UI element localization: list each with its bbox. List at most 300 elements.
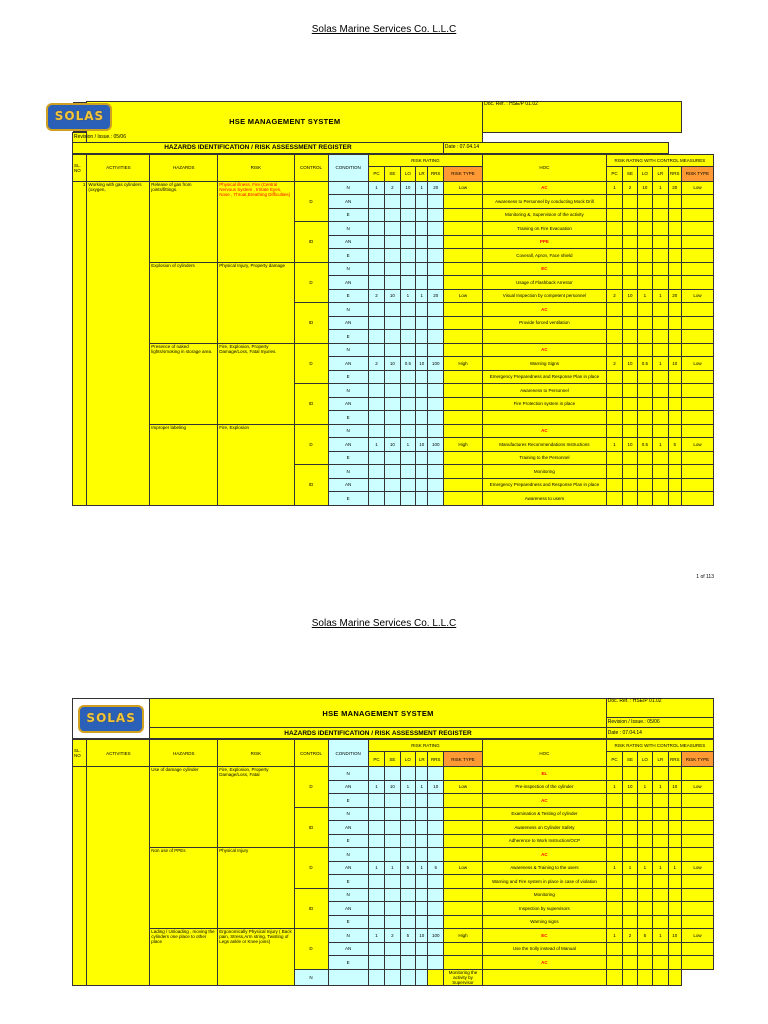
cell-control-cpc [606, 343, 622, 357]
cell-hoc: Warning and Fire system in place in case of violation [483, 875, 607, 889]
cell-risk-type [443, 915, 482, 929]
col-pc: PC [368, 166, 384, 181]
cell-control-crrs [668, 397, 681, 411]
cell-lr [416, 262, 428, 276]
cell-control-clo: 0.5 [637, 438, 652, 452]
cell-lo [385, 969, 400, 985]
cell-pc [368, 834, 384, 848]
cell-hoc: EC [483, 262, 607, 276]
col-activities: ACTIVITIES [87, 154, 150, 181]
cell-activity [87, 767, 150, 986]
cell-control-clr: 1 [653, 780, 668, 794]
cell-risk-type [443, 767, 482, 781]
cell-condition: E [328, 370, 368, 384]
cell-control-cpc [606, 915, 622, 929]
cell-condition: E [328, 249, 368, 263]
cell-control-clr [653, 875, 668, 889]
cell-control-cse [623, 262, 637, 276]
cell-control-clo: 0.5 [637, 357, 652, 371]
cell-control-cse [623, 821, 637, 835]
cell-risk-type [443, 807, 482, 821]
cell-control-risk-type [681, 875, 713, 889]
solas-logo-icon: SOLAS [46, 103, 112, 131]
cell-hoc: Training on Fire Evacuation [483, 222, 607, 236]
cell-risk-type [443, 235, 482, 249]
cell-hoc: Manufactures Recommendations Instructions [483, 438, 607, 452]
cell-condition: AN [328, 861, 368, 875]
cell-lo: 1 [400, 780, 415, 794]
cell-lo [400, 276, 415, 290]
cell-lo [400, 956, 415, 970]
cell-control-risk-type [668, 969, 681, 985]
cell-condition: AN [328, 438, 368, 452]
cell-se [385, 794, 400, 808]
cell-condition: N [294, 969, 328, 985]
cell-condition: N [328, 384, 368, 398]
cell-lr [416, 492, 428, 506]
cell-lo [400, 370, 415, 384]
cell-risk-type: High [443, 438, 482, 452]
cell-risk-type [443, 370, 482, 384]
logo [54, 102, 105, 132]
col-risk-rating-control: RISK RATING WITH CONTROL MEASURES [606, 740, 713, 752]
cell-lo [400, 492, 415, 506]
cell-hazard: Use of damage cylinder [150, 767, 218, 848]
cell-hoc: Provide forced ventilation [483, 316, 607, 330]
cell-lr [416, 942, 428, 956]
col-c-lo: LO [637, 752, 652, 767]
cell-condition: E [328, 330, 368, 344]
cell-se [385, 767, 400, 781]
cell-control-cpc [606, 195, 622, 209]
col-c-pc: PC [606, 166, 622, 181]
table-row [73, 929, 714, 943]
cell-lo [400, 451, 415, 465]
cell-risk: Physical Injury [218, 848, 294, 929]
cell-control: ID [294, 465, 328, 506]
cell-control-risk-type [681, 303, 713, 317]
cell-control-cse [623, 195, 637, 209]
cell-condition: N [328, 343, 368, 357]
cell-lo [400, 888, 415, 902]
cell-lo [400, 821, 415, 835]
col-c-lr: LR [653, 166, 668, 181]
cell-risk-type [443, 834, 482, 848]
cell-risk: Fire, Explosion, Property Damage/Loss, Fatal [218, 767, 294, 848]
cell-control-crrs [668, 343, 681, 357]
cell-rrs [428, 249, 443, 263]
cell-rrs [428, 807, 443, 821]
cell-control-crrs [668, 276, 681, 290]
cell-hoc: AC [483, 181, 607, 195]
col-lo: LO [400, 166, 415, 181]
col-control: CONTROL [294, 740, 328, 767]
cell-control-crrs [668, 235, 681, 249]
cell-control-clr [653, 316, 668, 330]
cell-se [385, 397, 400, 411]
cell-condition: N [328, 767, 368, 781]
cell-control-clr [653, 956, 668, 970]
cell-hoc: Emergency Preparedness and Response Plan in place [483, 370, 607, 384]
column-headers-2 [72, 739, 714, 986]
cell-control-clo [637, 956, 652, 970]
cell-control-crrs [653, 969, 668, 985]
cell-lr [416, 397, 428, 411]
cell-pc [368, 316, 384, 330]
cell-hoc: Awareness to Personnel [483, 384, 607, 398]
cell-risk-type [443, 942, 482, 956]
col-sl-no: SL. NO [73, 154, 87, 181]
cell-control-clo [637, 492, 652, 506]
cell-control-crrs [668, 902, 681, 916]
cell-control-risk-type: Low [681, 861, 713, 875]
cell-control-clo [637, 343, 652, 357]
cell-rrs: 5 [428, 861, 443, 875]
cell-control-crrs [668, 794, 681, 808]
cell-rrs: 100 [428, 929, 443, 943]
cell-se [385, 834, 400, 848]
revision-2: Revision / Issue.: 05/06 [606, 718, 713, 728]
cell-risk-type [443, 195, 482, 209]
cell-control-risk-type [681, 384, 713, 398]
cell-control-cse [623, 451, 637, 465]
cell-control-clo [637, 478, 652, 492]
cell-control-clr [653, 807, 668, 821]
cell-control-clo [637, 384, 652, 398]
cell-rrs [428, 915, 443, 929]
cell-control-clo: 5 [637, 929, 652, 943]
cell-control-risk-type [681, 195, 713, 209]
cell-control-clr [653, 235, 668, 249]
cell-control-cpc: 1 [606, 438, 622, 452]
cell-se [385, 451, 400, 465]
cell-se [385, 411, 400, 425]
cell-control-risk-type [681, 902, 713, 916]
cell-se [385, 902, 400, 916]
cell-risk-type [443, 424, 482, 438]
cell-lo: 0.5 [400, 357, 415, 371]
cell-risk-type [443, 411, 482, 425]
cell-control-clo: 1 [637, 780, 652, 794]
cell-rrs [428, 821, 443, 835]
col-c-pc: PC [606, 752, 622, 767]
cell-control-clo [637, 915, 652, 929]
cell-se [385, 330, 400, 344]
cell-lr [416, 222, 428, 236]
cell-sl-no [73, 767, 87, 986]
col-c-se: SE [623, 752, 637, 767]
cell-pc [368, 384, 384, 398]
cell-se: 2 [385, 929, 400, 943]
cell-control-cpc: 1 [606, 780, 622, 794]
cell-risk-type [443, 794, 482, 808]
cell-risk-type: Low [443, 861, 482, 875]
cell-risk-type [443, 276, 482, 290]
cell-control-clr [653, 834, 668, 848]
cell-rrs [428, 343, 443, 357]
page-number: 1 of 113 [696, 574, 714, 580]
cell-se [385, 303, 400, 317]
cell-lr [416, 834, 428, 848]
cell-control-risk-type: Low [681, 181, 713, 195]
cell-rrs [428, 316, 443, 330]
cell-control-cse: 1 [623, 861, 637, 875]
cell-condition: E [328, 451, 368, 465]
cell-lr [416, 343, 428, 357]
cell-se: 10 [385, 780, 400, 794]
cell-risk-type [443, 303, 482, 317]
col-c-lr: LR [653, 752, 668, 767]
cell-condition: E [328, 794, 368, 808]
cell-control-cse [623, 222, 637, 236]
cell-control-cpc [606, 397, 622, 411]
cell-control-cpc [606, 794, 622, 808]
cell-se [385, 208, 400, 222]
cell-risk-type [443, 902, 482, 916]
cell-risk-type [443, 492, 482, 506]
cell-control: D [294, 181, 328, 222]
cell-control-cse [623, 915, 637, 929]
col-hazards: HAZARDS [150, 740, 218, 767]
cell-se [385, 956, 400, 970]
cell-control-clr [653, 424, 668, 438]
cell-pc [368, 942, 384, 956]
cell-hazard: Improper labeling [150, 424, 218, 505]
cell-control-risk-type [681, 834, 713, 848]
cell-rrs [428, 875, 443, 889]
cell-control-risk-type [681, 222, 713, 236]
cell-se [385, 235, 400, 249]
cell-control-cpc [606, 492, 622, 506]
cell-control-cpc [483, 969, 607, 985]
cell-risk-type [443, 208, 482, 222]
col-se: SE [385, 752, 400, 767]
cell-se: 10 [385, 357, 400, 371]
cell-rrs [428, 902, 443, 916]
cell-control-clr [653, 492, 668, 506]
cell-control-cse [623, 343, 637, 357]
cell-control-cpc [606, 262, 622, 276]
col-lo: LO [400, 752, 415, 767]
cell-control-cse: 10 [623, 438, 637, 452]
cell-se [385, 492, 400, 506]
cell-control-crrs [668, 370, 681, 384]
cell-control-crrs: 10 [668, 780, 681, 794]
cell-control-cse [623, 276, 637, 290]
cell-condition: AN [328, 478, 368, 492]
cell-control-clo [637, 451, 652, 465]
cell-hazard: Explosion of cylinders [150, 262, 218, 343]
cell-se [368, 969, 384, 985]
cell-risk-type: High [443, 929, 482, 943]
cell-control-cse: 2 [623, 929, 637, 943]
cell-control-risk-type [681, 262, 713, 276]
cell-pc: 1 [368, 861, 384, 875]
cell-control-risk-type [681, 942, 713, 956]
cell-risk-type: High [443, 357, 482, 371]
cell-control-risk-type: Low [681, 929, 713, 943]
cell-lr [416, 249, 428, 263]
cell-control-risk-type [681, 330, 713, 344]
cell-se [385, 848, 400, 862]
cell-condition: N [328, 262, 368, 276]
table-row [73, 767, 714, 781]
cell-control-cse [623, 411, 637, 425]
cell-lr [416, 370, 428, 384]
cell-control-cse: 10 [623, 357, 637, 371]
cell-control-cse [606, 969, 622, 985]
cell-control-cpc [606, 834, 622, 848]
cell-control-risk-type: Low [681, 357, 713, 371]
cell-pc: 1 [368, 780, 384, 794]
cell-control-clr [653, 330, 668, 344]
cell-lr [416, 794, 428, 808]
cell-pc [368, 397, 384, 411]
cell-control-crrs [668, 848, 681, 862]
cell-condition: N [328, 807, 368, 821]
cell-risk-type: Low [443, 181, 482, 195]
cell-control-cpc [606, 807, 622, 821]
cell-control-cse [623, 834, 637, 848]
cell-control-cpc [606, 451, 622, 465]
cell-control-crrs [668, 478, 681, 492]
cell-pc [368, 370, 384, 384]
cell-control-crrs [668, 195, 681, 209]
cell-control-clo: 10 [637, 181, 652, 195]
cell-risk-type [443, 465, 482, 479]
cell-control-cpc [606, 767, 622, 781]
cell-control-clr [653, 397, 668, 411]
page-title-2: HSE MANAGEMENT SYSTEM [150, 699, 606, 728]
cell-control-cpc [606, 942, 622, 956]
cell-pc [368, 208, 384, 222]
cell-control-clo [637, 262, 652, 276]
cell-lr [416, 915, 428, 929]
cell-control-crrs: 20 [668, 181, 681, 195]
cell-se [385, 821, 400, 835]
cell-hoc: Monitoring [483, 888, 607, 902]
cell-control-cse [623, 942, 637, 956]
cell-hoc: Awareness to users [483, 492, 607, 506]
cell-lo: 1 [400, 289, 415, 303]
cell-control-cpc: 1 [606, 181, 622, 195]
cell-control-cpc [606, 956, 622, 970]
cell-lr [416, 276, 428, 290]
cell-hoc: Coverall, Apron, Face shield [483, 249, 607, 263]
cell-condition: AN [328, 316, 368, 330]
cell-hoc: Monitoring [483, 465, 607, 479]
cell-se [385, 424, 400, 438]
cell-pc [368, 235, 384, 249]
cell-control-cse [623, 316, 637, 330]
cell-activity: Working with gas cylinders (oxygen, [87, 181, 150, 505]
cell-control-crrs [668, 821, 681, 835]
cell-control-clr [653, 888, 668, 902]
col-c-risk-type: RISK TYPE [681, 752, 713, 767]
cell-pc [368, 451, 384, 465]
cell-condition: AN [328, 780, 368, 794]
cell-control-clo [637, 834, 652, 848]
cell-pc: 1 [368, 438, 384, 452]
cell-rrs [428, 478, 443, 492]
cell-control-clo [637, 397, 652, 411]
cell-rrs: 20 [428, 181, 443, 195]
cell-risk-type [443, 478, 482, 492]
col-pc: PC [368, 752, 384, 767]
cell-se: 2 [385, 181, 400, 195]
cell-control-cpc [606, 902, 622, 916]
cell-control-cse [623, 208, 637, 222]
cell-control-cpc [606, 888, 622, 902]
cell-risk-type: Low [443, 289, 482, 303]
cell-control-cse [623, 303, 637, 317]
cell-lr [416, 384, 428, 398]
cell-control-risk-type [681, 915, 713, 929]
cell-control-clr [653, 384, 668, 398]
cell-control-cse [623, 767, 637, 781]
col-risk-rating: RISK RATING [368, 154, 482, 166]
cell-control-cpc [606, 303, 622, 317]
cell-condition: AN [328, 195, 368, 209]
cell-control-clr [637, 969, 652, 985]
cell-lo [400, 465, 415, 479]
cell-lo [400, 915, 415, 929]
cell-control-clo [637, 875, 652, 889]
cell-control-cpc [606, 424, 622, 438]
cell-rrs: 20 [428, 289, 443, 303]
cell-sl-no: 1 [73, 181, 87, 505]
cell-control-cse [623, 384, 637, 398]
cell-control-crrs [668, 316, 681, 330]
cell-pc [368, 888, 384, 902]
cell-control-crrs: 10 [668, 357, 681, 371]
cell-lr [416, 451, 428, 465]
cell-hoc: Training to the Personnel [483, 451, 607, 465]
cell-rrs [428, 767, 443, 781]
cell-control-risk-type [681, 451, 713, 465]
company-name-2: Solas Marine Services Co. L.L.C [311, 618, 457, 629]
cell-control-risk-type: Low [681, 780, 713, 794]
cell-condition: AN [328, 276, 368, 290]
cell-risk-type [443, 397, 482, 411]
cell-control-crrs [668, 451, 681, 465]
cell-lr [416, 956, 428, 970]
cell-lo [400, 834, 415, 848]
cell-control-risk-type [681, 888, 713, 902]
cell-control: D [294, 262, 328, 303]
cell-pc: 2 [368, 357, 384, 371]
cell-hoc: AC [483, 956, 607, 970]
cell-control-risk-type [681, 821, 713, 835]
cell-control-crrs [668, 834, 681, 848]
cell-pc [368, 478, 384, 492]
cell-risk-type [443, 888, 482, 902]
cell-control-clr [653, 195, 668, 209]
cell-control-crrs [668, 222, 681, 236]
cell-hoc: Fire Protection system in place [483, 397, 607, 411]
cell-control-risk-type [681, 956, 713, 970]
cell-control-cse [623, 848, 637, 862]
cell-control-clr [653, 303, 668, 317]
cell-control-cse [623, 424, 637, 438]
cell-control-crrs [668, 956, 681, 970]
cell-hoc: AC [483, 848, 607, 862]
cell-se [385, 888, 400, 902]
cell-control-crrs [668, 411, 681, 425]
page-title: HSE MANAGEMENT SYSTEM [87, 102, 483, 143]
cell-condition: N [328, 929, 368, 943]
col-condition: CONDITION [328, 740, 368, 767]
